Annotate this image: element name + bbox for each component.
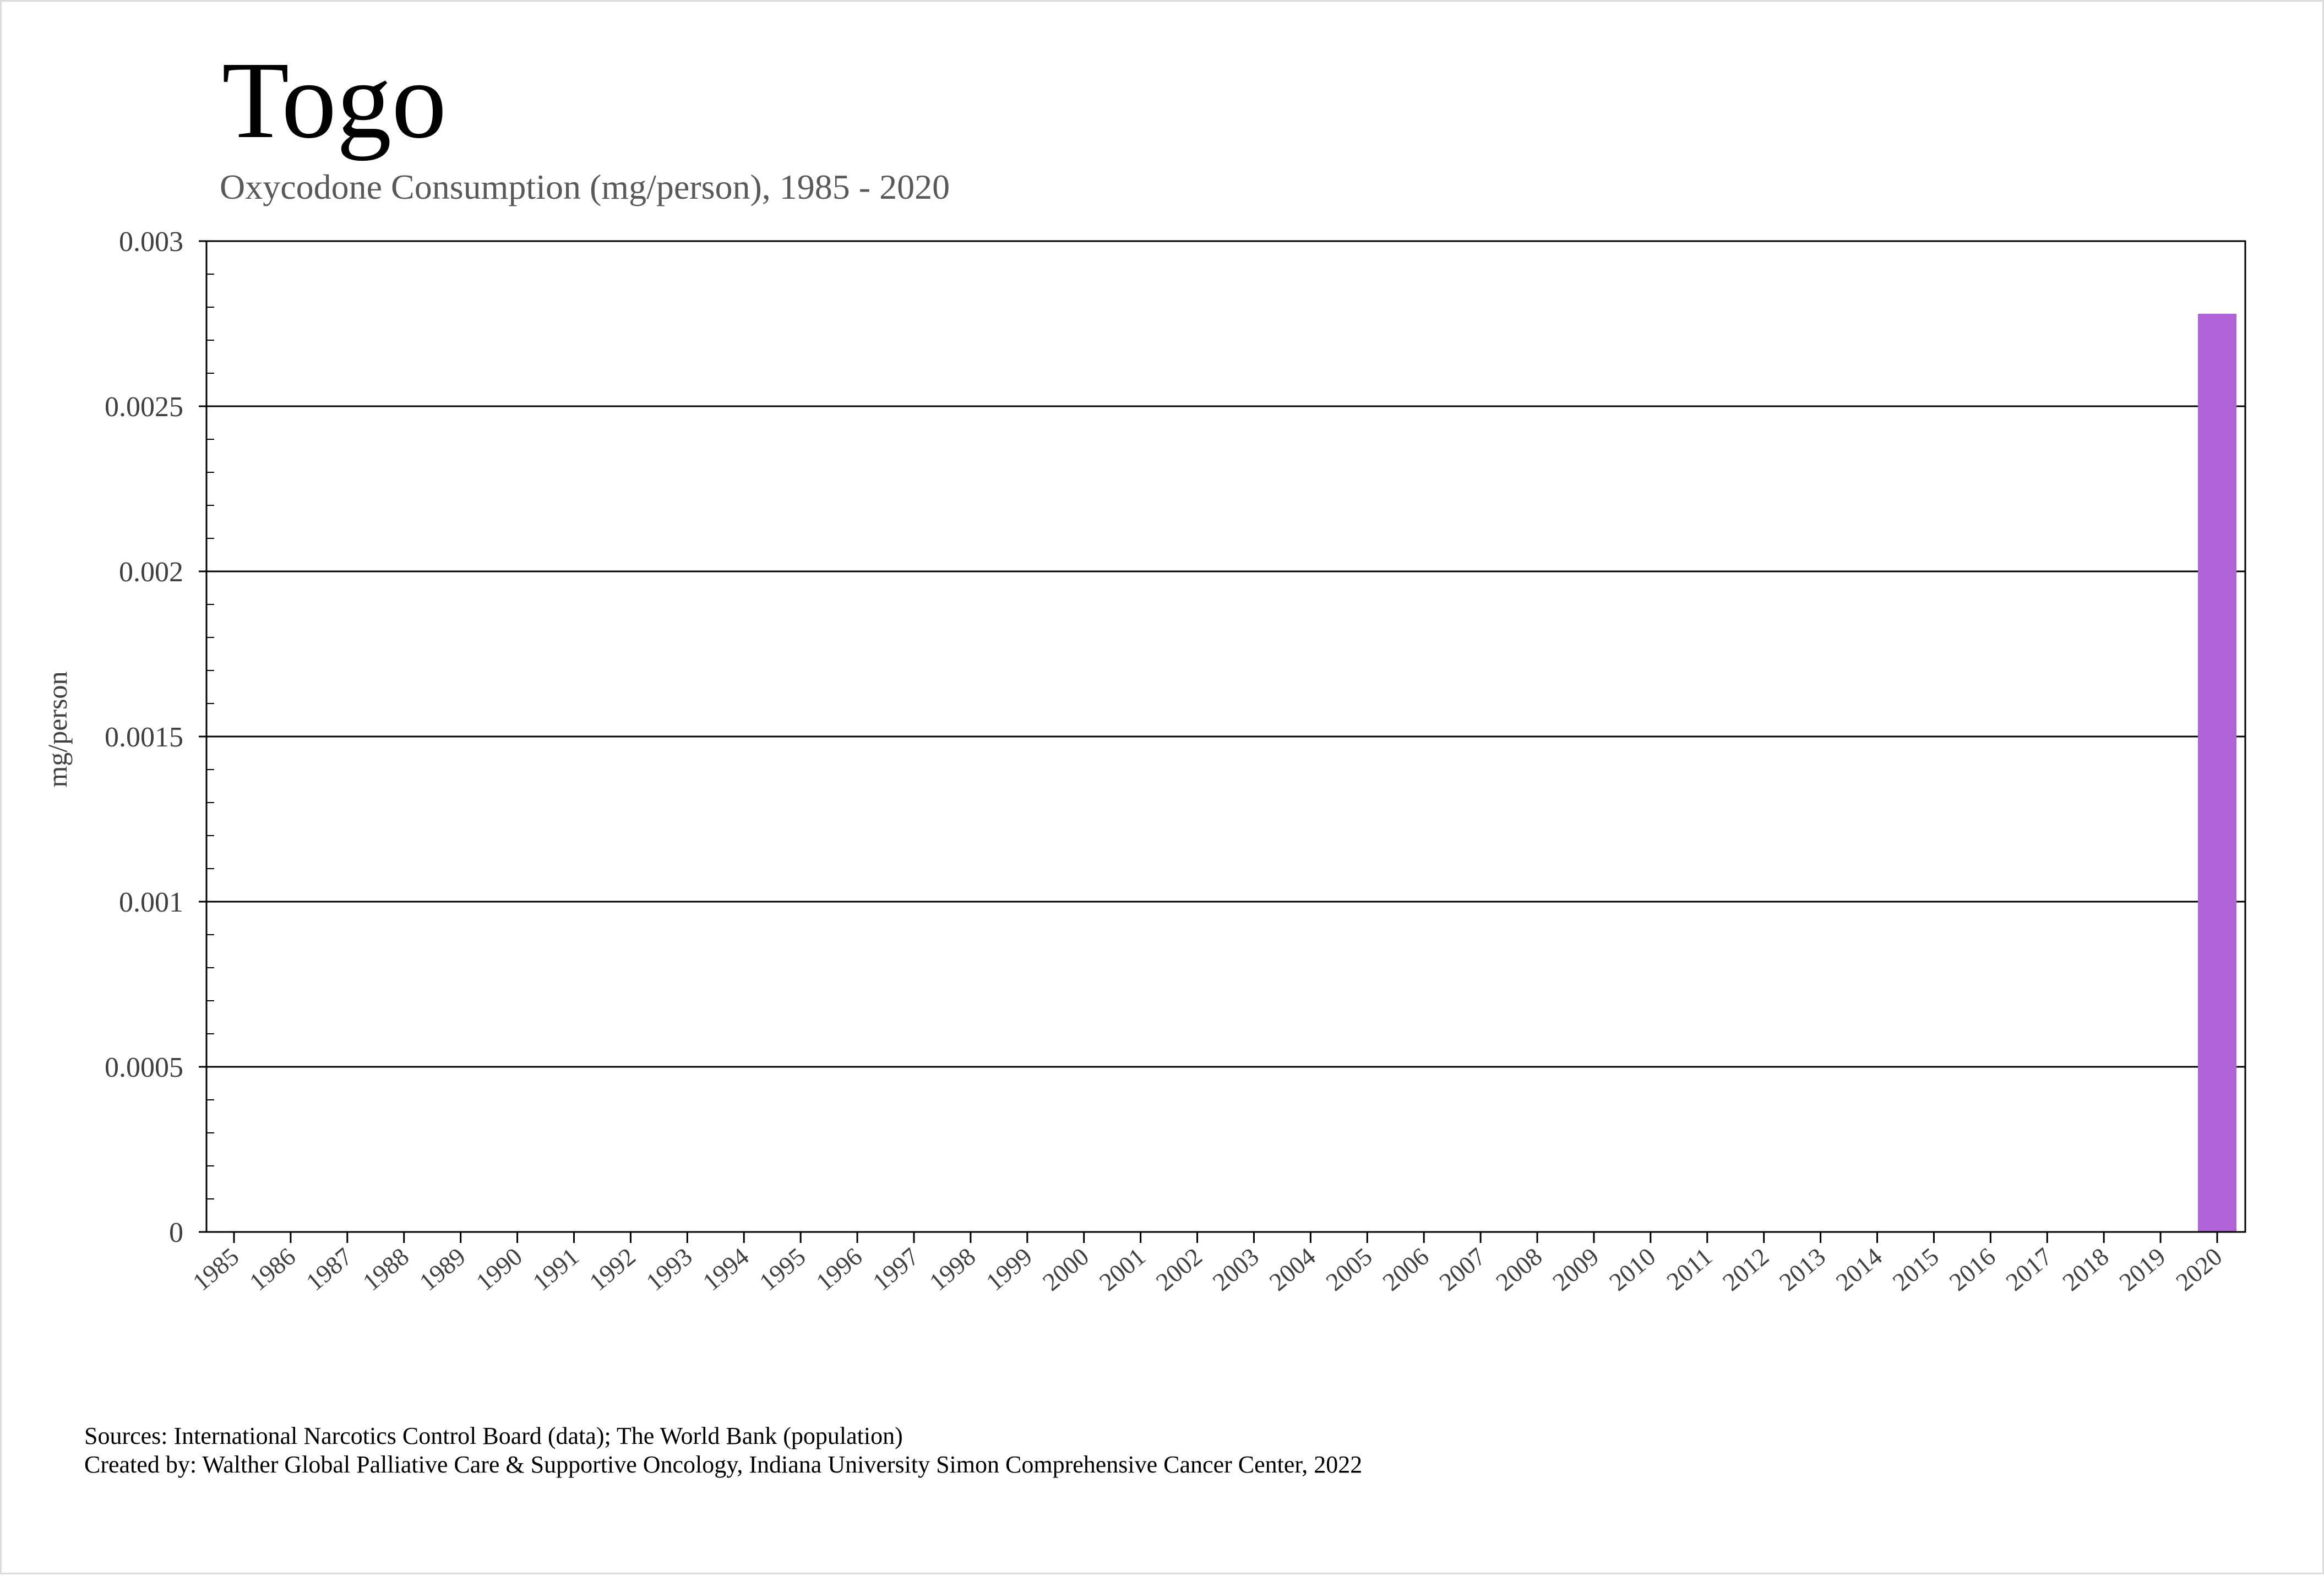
bar-2020 (2198, 314, 2236, 1232)
x-tick-label: 2006 (1377, 1242, 1434, 1296)
x-tick-label: 2005 (1320, 1242, 1378, 1296)
x-tick-label: 2007 (1434, 1242, 1491, 1296)
x-tick-label: 1999 (980, 1242, 1038, 1296)
x-tick-label: 2013 (1773, 1242, 1831, 1296)
x-tick-label: 2018 (2057, 1242, 2114, 1296)
x-tick-label: 2012 (1717, 1242, 1775, 1296)
x-tick-label: 1988 (357, 1242, 415, 1296)
x-tick-label: 2019 (2114, 1242, 2171, 1296)
x-tick-label: 2009 (1547, 1242, 1604, 1296)
x-tick-label: 2016 (1944, 1242, 2001, 1296)
x-tick-label: 1994 (697, 1242, 754, 1296)
x-tick-label: 2000 (1037, 1242, 1095, 1296)
x-tick-label: 2015 (1887, 1242, 1944, 1296)
y-axis-label: mg/person (42, 671, 73, 788)
bar-chart (2, 2, 2324, 1576)
y-tick-label: 0.0005 (105, 1052, 183, 1083)
x-tick-label: 2014 (1830, 1242, 1887, 1296)
y-tick-label: 0.002 (119, 557, 183, 588)
x-tick-label: 1995 (754, 1242, 811, 1296)
x-tick-label: 2001 (1093, 1242, 1151, 1296)
x-tick-label: 2011 (1661, 1242, 1718, 1296)
x-tick-label: 2017 (2000, 1242, 2058, 1296)
x-tick-label: 1989 (413, 1242, 471, 1296)
y-tick-label: 0 (169, 1217, 183, 1248)
y-tick-label: 0.0015 (105, 722, 183, 753)
y-tick-label: 0.0025 (105, 391, 183, 423)
y-tick-label: 0.001 (119, 887, 183, 918)
x-tick-label: 1997 (867, 1242, 924, 1296)
x-tick-label: 1996 (810, 1242, 868, 1296)
x-tick-label: 1998 (924, 1242, 981, 1296)
x-tick-label: 1990 (470, 1242, 527, 1296)
x-tick-label: 2004 (1264, 1242, 1321, 1296)
x-tick-label: 2010 (1604, 1242, 1661, 1296)
chart-footer (84, 1422, 1362, 1479)
chart-subtitle: Oxycodone Consumption (mg/person), 1985 - 2020 (220, 167, 950, 206)
x-tick-label: 1993 (640, 1242, 698, 1296)
x-tick-label: 2008 (1490, 1242, 1548, 1296)
x-tick-label: 1992 (584, 1242, 641, 1296)
y-tick-label: 0.003 (119, 226, 183, 258)
x-tick-label: 1987 (300, 1242, 358, 1296)
created-by-note: Created by: Walther Global Palliative Care & Supportive Oncology, Indiana University Simon Comprehensive Cancer Center, 2022 (84, 1451, 1363, 1478)
chart-title: Togo (222, 40, 447, 161)
x-tick-label: 2002 (1150, 1242, 1207, 1296)
x-tick-label: 2003 (1207, 1242, 1264, 1296)
x-tick-label: 1991 (527, 1242, 584, 1296)
x-tick-label: 2020 (2170, 1242, 2228, 1296)
x-tick-label: 1985 (187, 1242, 244, 1296)
x-tick-label: 1986 (244, 1242, 301, 1296)
sources-note: Sources: International Narcotics Control Board (data); The World Bank (population) (84, 1422, 903, 1449)
